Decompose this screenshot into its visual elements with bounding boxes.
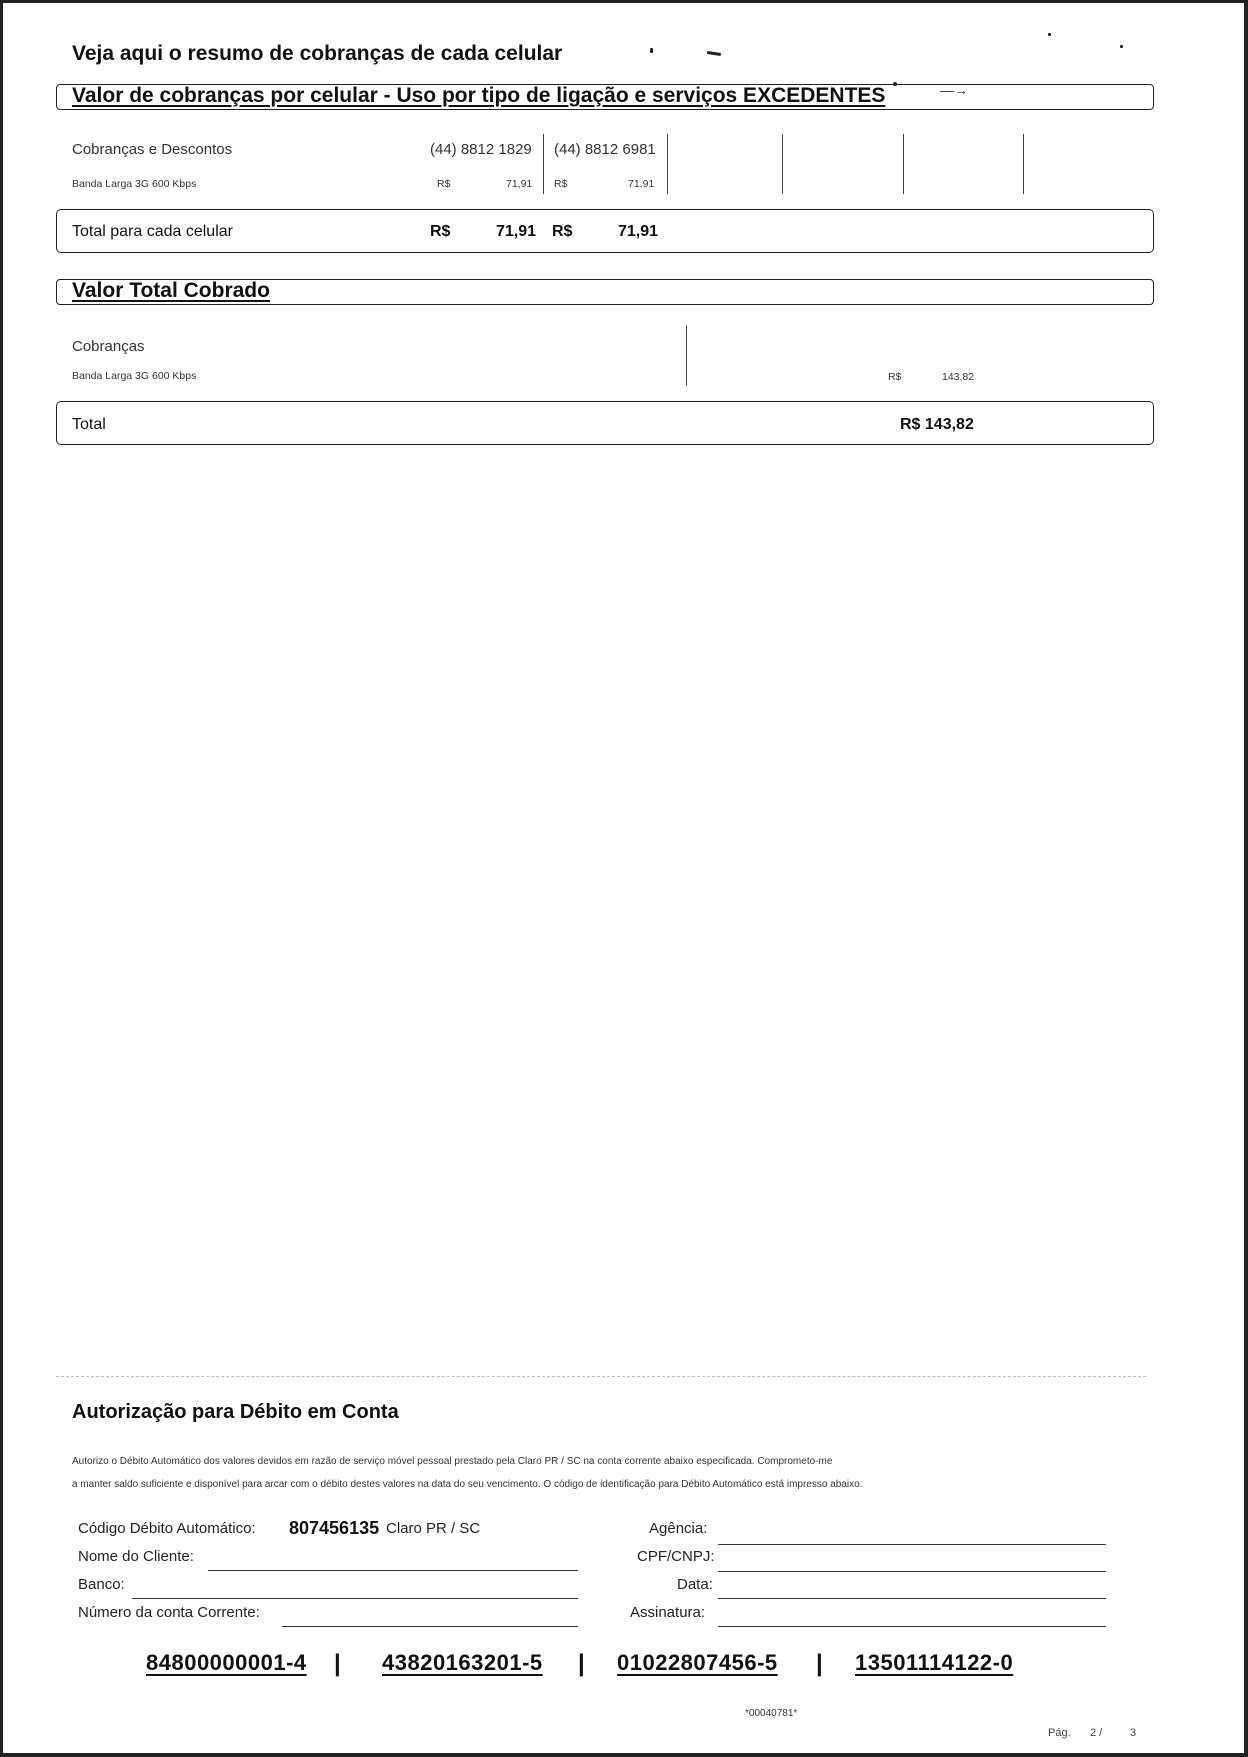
row-header-label: Cobranças [72,338,145,355]
scan-speck [650,48,653,53]
barcode-separator: | [816,1650,823,1677]
autodebit-code-value: 807456135 [289,1518,380,1538]
bank-label: Banco: [78,1576,125,1593]
column-divider [667,134,668,194]
scan-speck [1120,45,1123,48]
page-border-left [0,0,3,1757]
grand-total-value: R$ 143,82 [900,416,974,433]
phone-value: 71,91 [628,178,655,190]
page-total: 3 [1130,1727,1137,1739]
signature-field[interactable] [718,1626,1106,1627]
agency-label: Agência: [649,1520,708,1537]
total-value: 71,91 [496,223,537,240]
signature-label: Assinatura: [630,1604,706,1621]
page-border-top [0,0,1248,3]
barcode-separator: | [578,1650,585,1677]
page-border-right [1244,0,1248,1757]
total-currency: R$ [430,223,451,240]
total-item-value: 143,82 [942,371,975,383]
phone-value: 71,91 [506,178,533,190]
barcode-segment: 13501114122-0 [855,1650,1014,1675]
barcode-segment: 43820163201-5 [382,1650,543,1675]
column-divider [543,134,544,194]
authorization-body-line2: a manter saldo suficiente e disponível para arcar com o débito destes valores na data do seu vencimento. O código de identificação para Débito Automático está impresso abaixo. [72,1479,863,1490]
total-currency: R$ [552,223,573,240]
autodebit-code-label: Código Débito Automático: [78,1520,256,1537]
client-name-field[interactable] [208,1570,578,1571]
barcode-segment: 84800000001-4 [146,1650,307,1675]
authorization-body-line1: Autorizo o Débito Automático dos valores devidos em razão de serviço móvel pessoal prestado pela Claro PR / SC na conta corrente abaixo especificada. Comprometo-me [72,1456,833,1467]
grand-total-label: Total [72,416,106,433]
page-border-bottom [0,1753,1248,1757]
bank-field[interactable] [132,1598,578,1599]
barcode-separator: | [334,1650,341,1677]
autodebit-company: Claro PR / SC [386,1520,481,1537]
page-label: Pág. [1048,1727,1071,1739]
date-field[interactable] [718,1598,1106,1599]
cpf-cnpj-label: CPF/CNPJ: [637,1548,715,1565]
phone-currency: R$ [437,178,451,190]
phone-number: (44) 8812 1829 [430,141,532,158]
authorization-title: Autorização para Débito em Conta [72,1401,399,1423]
arrow-mark: —→ [940,82,968,98]
barcode-segment: 01022807456-5 [617,1650,778,1675]
column-divider [686,325,687,386]
total-value: 71,91 [618,223,659,240]
account-number-field[interactable] [282,1626,578,1627]
total-per-phone-label: Total para cada celular [72,223,233,240]
row-item-label: Banda Larga 3G 600 Kbps [72,370,197,382]
row-header-label: Cobranças e Descontos [72,141,233,158]
cpf-cnpj-field[interactable] [718,1571,1106,1572]
grand-total-box [56,401,1154,445]
page-title: Veja aqui o resumo de cobranças de cada celular [72,42,563,65]
phone-number: (44) 8812 6981 [554,141,656,158]
section-total-title: Valor Total Cobrado [72,279,270,302]
section-per-phone-title: Valor de cobranças por celular - Uso por tipo de ligação e serviços EXCEDENTES [72,84,886,107]
client-name-label: Nome do Cliente: [78,1548,194,1565]
sequence-number: *00040781* [745,1708,798,1719]
scan-speck [1048,33,1051,36]
cut-line [56,1376,1146,1377]
page-current: 2 / [1090,1727,1103,1739]
total-item-currency: R$ [888,371,902,383]
column-divider [782,134,783,194]
account-number-label: Número da conta Corrente: [78,1604,260,1621]
scan-speck [707,51,721,56]
phone-currency: R$ [554,178,568,190]
row-item-label: Banda Larga 3G 600 Kbps [72,178,197,190]
agency-field[interactable] [718,1544,1106,1545]
date-label: Data: [677,1576,713,1593]
column-divider [903,134,904,194]
column-divider [1023,134,1024,194]
